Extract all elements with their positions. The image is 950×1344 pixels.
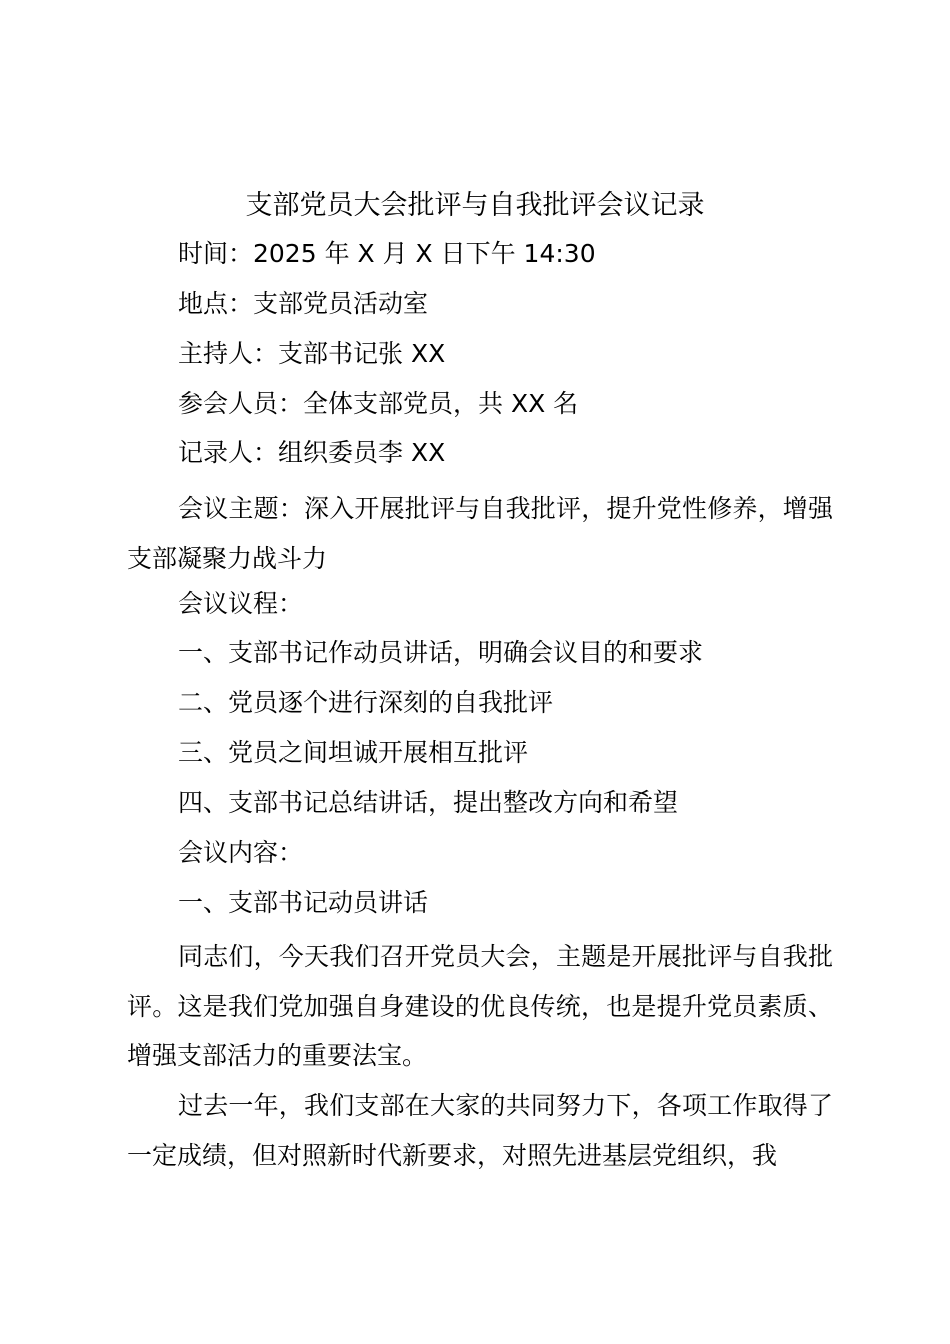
agenda-item: 四、支部书记总结讲话，提出整改方向和希望 [178,788,679,817]
document-title: 支部党员大会批评与自我批评会议记录 [245,190,705,221]
body-paragraph: 同志们，今天我们召开党员大会，主题是开展批评与自我批评。这是我们党加强自身建设的优良传统，也是提升党员素质、增强支部活力的重要法宝。 [127,942,833,1071]
content-heading: 会议内容： [178,838,304,867]
section-heading: 一、支部书记动员讲话 [178,888,429,917]
meeting-time: 时间：2025 年 X 月 X 日下午 14:30 [178,239,596,268]
agenda-item: 一、支部书记作动员讲话，明确会议目的和要求 [178,638,704,667]
meeting-theme: 会议主题：深入开展批评与自我批评，提升党性修养，增强支部凝聚力战斗力 [127,494,833,573]
meeting-attendees: 参会人员：全体支部党员，共 XX 名 [178,389,579,418]
agenda-item: 二、党员逐个进行深刻的自我批评 [178,688,554,717]
agenda-heading: 会议议程： [178,589,304,618]
body-paragraph: 过去一年，我们支部在大家的共同努力下，各项工作取得了一定成绩，但对照新时代新要求，对照先进基层党组织，我 [127,1091,833,1170]
agenda-item: 三、党员之间坦诚开展相互批评 [178,738,529,767]
meeting-recorder: 记录人：组织委员李 XX [178,438,446,467]
meeting-place: 地点：支部党员活动室 [178,289,429,318]
meeting-host: 主持人：支部书记张 XX [178,339,446,368]
